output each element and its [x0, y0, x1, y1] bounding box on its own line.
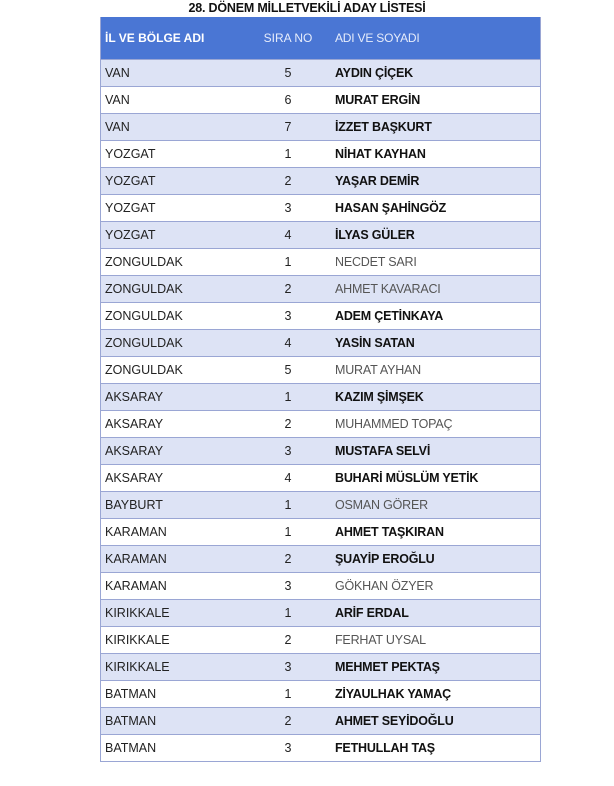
- table-row: [101, 302, 540, 329]
- cell-name: BUHARİ MÜSLÜM YETİK: [335, 471, 479, 485]
- cell-name: KAZIM ŞİMŞEK: [335, 390, 424, 404]
- table-header: [101, 17, 540, 59]
- cell-order-no: 6: [284, 93, 292, 107]
- table-row: [101, 599, 540, 626]
- cell-order-no: 3: [284, 309, 292, 323]
- table-row: [101, 518, 540, 545]
- cell-province: KIRIKKALE: [105, 606, 170, 620]
- cell-province: YOZGAT: [105, 147, 156, 161]
- cell-province: KARAMAN: [105, 552, 167, 566]
- table-row: [101, 221, 540, 248]
- cell-province: KARAMAN: [105, 579, 167, 593]
- cell-order-no: 3: [284, 660, 292, 674]
- cell-province: BATMAN: [105, 741, 157, 755]
- cell-province: YOZGAT: [105, 228, 156, 242]
- header-province: İL VE BÖLGE ADI: [105, 31, 205, 45]
- cell-name: İLYAS GÜLER: [335, 228, 415, 242]
- cell-order-no: 4: [284, 336, 292, 350]
- cell-order-no: 1: [284, 255, 292, 269]
- table-row: [101, 734, 540, 761]
- table-row: [101, 410, 540, 437]
- table-row: [101, 275, 540, 302]
- table-row: [101, 383, 540, 410]
- cell-order-no: 3: [284, 579, 292, 593]
- cell-name: NECDET SARI: [335, 255, 417, 269]
- cell-province: BATMAN: [105, 687, 157, 701]
- table-row: [101, 464, 540, 491]
- page-title: 28. DÖNEM MİLLETVEKİLİ ADAY LİSTESİ: [188, 1, 426, 15]
- cell-name: AYDIN ÇİÇEK: [335, 66, 413, 80]
- cell-province: VAN: [105, 120, 130, 134]
- table-row: [101, 545, 540, 572]
- candidate-table: [100, 17, 541, 762]
- cell-province: KIRIKKALE: [105, 633, 170, 647]
- cell-order-no: 1: [284, 390, 292, 404]
- cell-name: MUSTAFA SELVİ: [335, 444, 431, 458]
- table-row: [101, 437, 540, 464]
- cell-name: AHMET KAVARACI: [335, 282, 441, 296]
- cell-order-no: 2: [284, 417, 292, 431]
- cell-province: AKSARAY: [105, 444, 164, 458]
- cell-order-no: 1: [284, 498, 292, 512]
- cell-order-no: 1: [284, 525, 292, 539]
- cell-name: YAŞAR DEMİR: [335, 174, 420, 188]
- table-row: [101, 491, 540, 518]
- cell-province: ZONGULDAK: [105, 255, 183, 269]
- table-row: [101, 680, 540, 707]
- table-row: [101, 140, 540, 167]
- cell-province: ZONGULDAK: [105, 363, 183, 377]
- cell-order-no: 1: [284, 687, 292, 701]
- cell-order-no: 3: [284, 741, 292, 755]
- cell-name: HASAN ŞAHİNGÖZ: [335, 201, 447, 215]
- cell-order-no: 7: [284, 120, 292, 134]
- cell-name: AHMET SEYİDOĞLU: [335, 714, 454, 728]
- cell-name: MUHAMMED TOPAÇ: [335, 417, 453, 431]
- cell-order-no: 2: [284, 552, 292, 566]
- table-row: [101, 572, 540, 599]
- cell-order-no: 3: [284, 444, 292, 458]
- cell-name: İZZET BAŞKURT: [335, 120, 432, 134]
- cell-name: NİHAT KAYHAN: [335, 147, 426, 161]
- cell-province: AKSARAY: [105, 471, 164, 485]
- cell-name: ŞUAYİP EROĞLU: [335, 552, 435, 566]
- table-row: [101, 356, 540, 383]
- table-row: [101, 194, 540, 221]
- cell-order-no: 2: [284, 714, 292, 728]
- header-name: ADI VE SOYADI: [335, 31, 420, 45]
- table-row: [101, 329, 540, 356]
- table-row: [101, 626, 540, 653]
- table-row: [101, 167, 540, 194]
- cell-province: BAYBURT: [105, 498, 163, 512]
- cell-province: AKSARAY: [105, 390, 164, 404]
- table-row: [101, 86, 540, 113]
- cell-order-no: 3: [284, 201, 292, 215]
- cell-province: KARAMAN: [105, 525, 167, 539]
- header-order-no: SIRA NO: [263, 31, 313, 45]
- table-row: [101, 248, 540, 275]
- cell-province: VAN: [105, 66, 130, 80]
- table-row: [101, 707, 540, 734]
- cell-province: AKSARAY: [105, 417, 164, 431]
- cell-order-no: 1: [284, 606, 292, 620]
- cell-name: ARİF ERDAL: [335, 606, 409, 620]
- cell-province: ZONGULDAK: [105, 309, 183, 323]
- cell-order-no: 2: [284, 282, 292, 296]
- cell-province: ZONGULDAK: [105, 336, 183, 350]
- cell-province: YOZGAT: [105, 174, 156, 188]
- cell-name: FETHULLAH TAŞ: [335, 741, 435, 755]
- cell-province: VAN: [105, 93, 130, 107]
- table-body: [101, 59, 540, 761]
- cell-name: GÖKHAN ÖZYER: [335, 579, 434, 593]
- table-row: [101, 59, 540, 86]
- cell-order-no: 5: [284, 363, 292, 377]
- cell-province: KIRIKKALE: [105, 660, 170, 674]
- cell-order-no: 2: [284, 633, 292, 647]
- cell-order-no: 2: [284, 174, 292, 188]
- table-row: [101, 653, 540, 680]
- cell-name: FERHAT UYSAL: [335, 633, 426, 647]
- cell-name: YASİN SATAN: [335, 336, 415, 350]
- cell-province: BATMAN: [105, 714, 157, 728]
- cell-name: MEHMET PEKTAŞ: [335, 660, 440, 674]
- cell-name: ZİYAULHAK YAMAÇ: [335, 687, 452, 701]
- cell-order-no: 4: [284, 471, 292, 485]
- cell-name: AHMET TAŞKIRAN: [335, 525, 444, 539]
- cell-name: OSMAN GÖRER: [335, 498, 428, 512]
- cell-province: ZONGULDAK: [105, 282, 183, 296]
- cell-province: YOZGAT: [105, 201, 156, 215]
- cell-name: MURAT ERGİN: [335, 93, 421, 107]
- table-row: [101, 113, 540, 140]
- cell-order-no: 5: [284, 66, 292, 80]
- cell-order-no: 4: [284, 228, 292, 242]
- cell-order-no: 1: [284, 147, 292, 161]
- cell-name: ADEM ÇETİNKAYA: [335, 309, 444, 323]
- cell-name: MURAT AYHAN: [335, 363, 422, 377]
